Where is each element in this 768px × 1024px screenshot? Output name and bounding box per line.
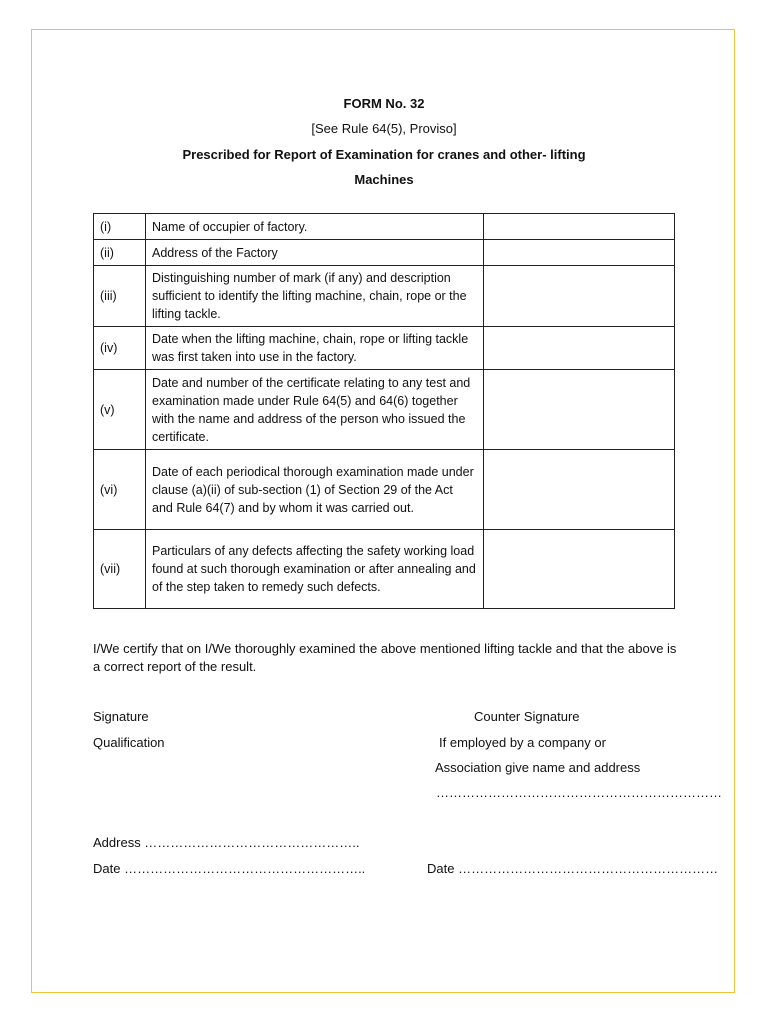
row-entry-field[interactable] [484,240,675,266]
counter-signature-label: Counter Signature [474,709,580,724]
date-field-left: Date ……………………………………………….. [93,861,366,876]
row-description: Date of each periodical thorough examination made under clause (a)(ii) of sub-section (1) of Section 29 of the Act and Rule 64(7) and by whom it was carried out. [146,450,484,530]
table-row [94,214,675,240]
rule-reference: [See Rule 64(5), Proviso] [311,121,457,136]
date-field-right: Date …………………………………………………… [427,861,719,876]
table-row [94,327,675,370]
row-description: Name of occupier of factory. [146,214,484,240]
address-field: Address ………………………………………….. [93,835,360,850]
table-row [94,450,675,530]
qualification-label: Qualification [93,735,165,750]
form-title-line1: Prescribed for Report of Examination for cranes and other- lifting [182,147,586,162]
row-number: (iii) [94,266,146,327]
row-description: Address of the Factory [146,240,484,266]
row-entry-field[interactable] [484,327,675,370]
form-number: FORM No. 32 [343,96,425,111]
row-number: (i) [94,214,146,240]
name-address-blank: ………………………………………………………… [436,785,722,800]
table-row [94,240,675,266]
table-row [94,530,675,609]
table-row [94,266,675,327]
row-description: Distinguishing number of mark (if any) and description sufficient to identify the lifting machine, chain, rope or the lifting tackle. [146,266,484,327]
certification-statement: I/We certify that on I/We thoroughly examined the above mentioned lifting tackle and that the above is a correct report of the result. [93,641,677,674]
table-row [94,370,675,450]
row-description: Date and number of the certificate relating to any test and examination made under Rule 64(5) and 64(6) together with the name and address of the person who issued the certificate. [146,370,484,450]
row-entry-field[interactable] [484,214,675,240]
row-number: (vi) [94,450,146,530]
form-title-line2: Machines [354,172,414,187]
row-number: (iv) [94,327,146,370]
row-number: (vii) [94,530,146,609]
row-entry-field[interactable] [484,266,675,327]
employed-note-line2: Association give name and address [435,760,641,775]
row-number: (ii) [94,240,146,266]
row-entry-field[interactable] [484,530,675,609]
row-entry-field[interactable] [484,450,675,530]
row-number: (v) [94,370,146,450]
row-description: Date when the lifting machine, chain, rope or lifting tackle was first taken into use in the factory. [146,327,484,370]
row-description: Particulars of any defects affecting the safety working load found at such thorough examination or after annealing and of the step taken to remedy such defects. [146,530,484,609]
row-entry-field[interactable] [484,370,675,450]
employed-note-line1: If employed by a company or [439,735,606,750]
signature-label: Signature [93,709,149,724]
examination-table [93,213,675,609]
